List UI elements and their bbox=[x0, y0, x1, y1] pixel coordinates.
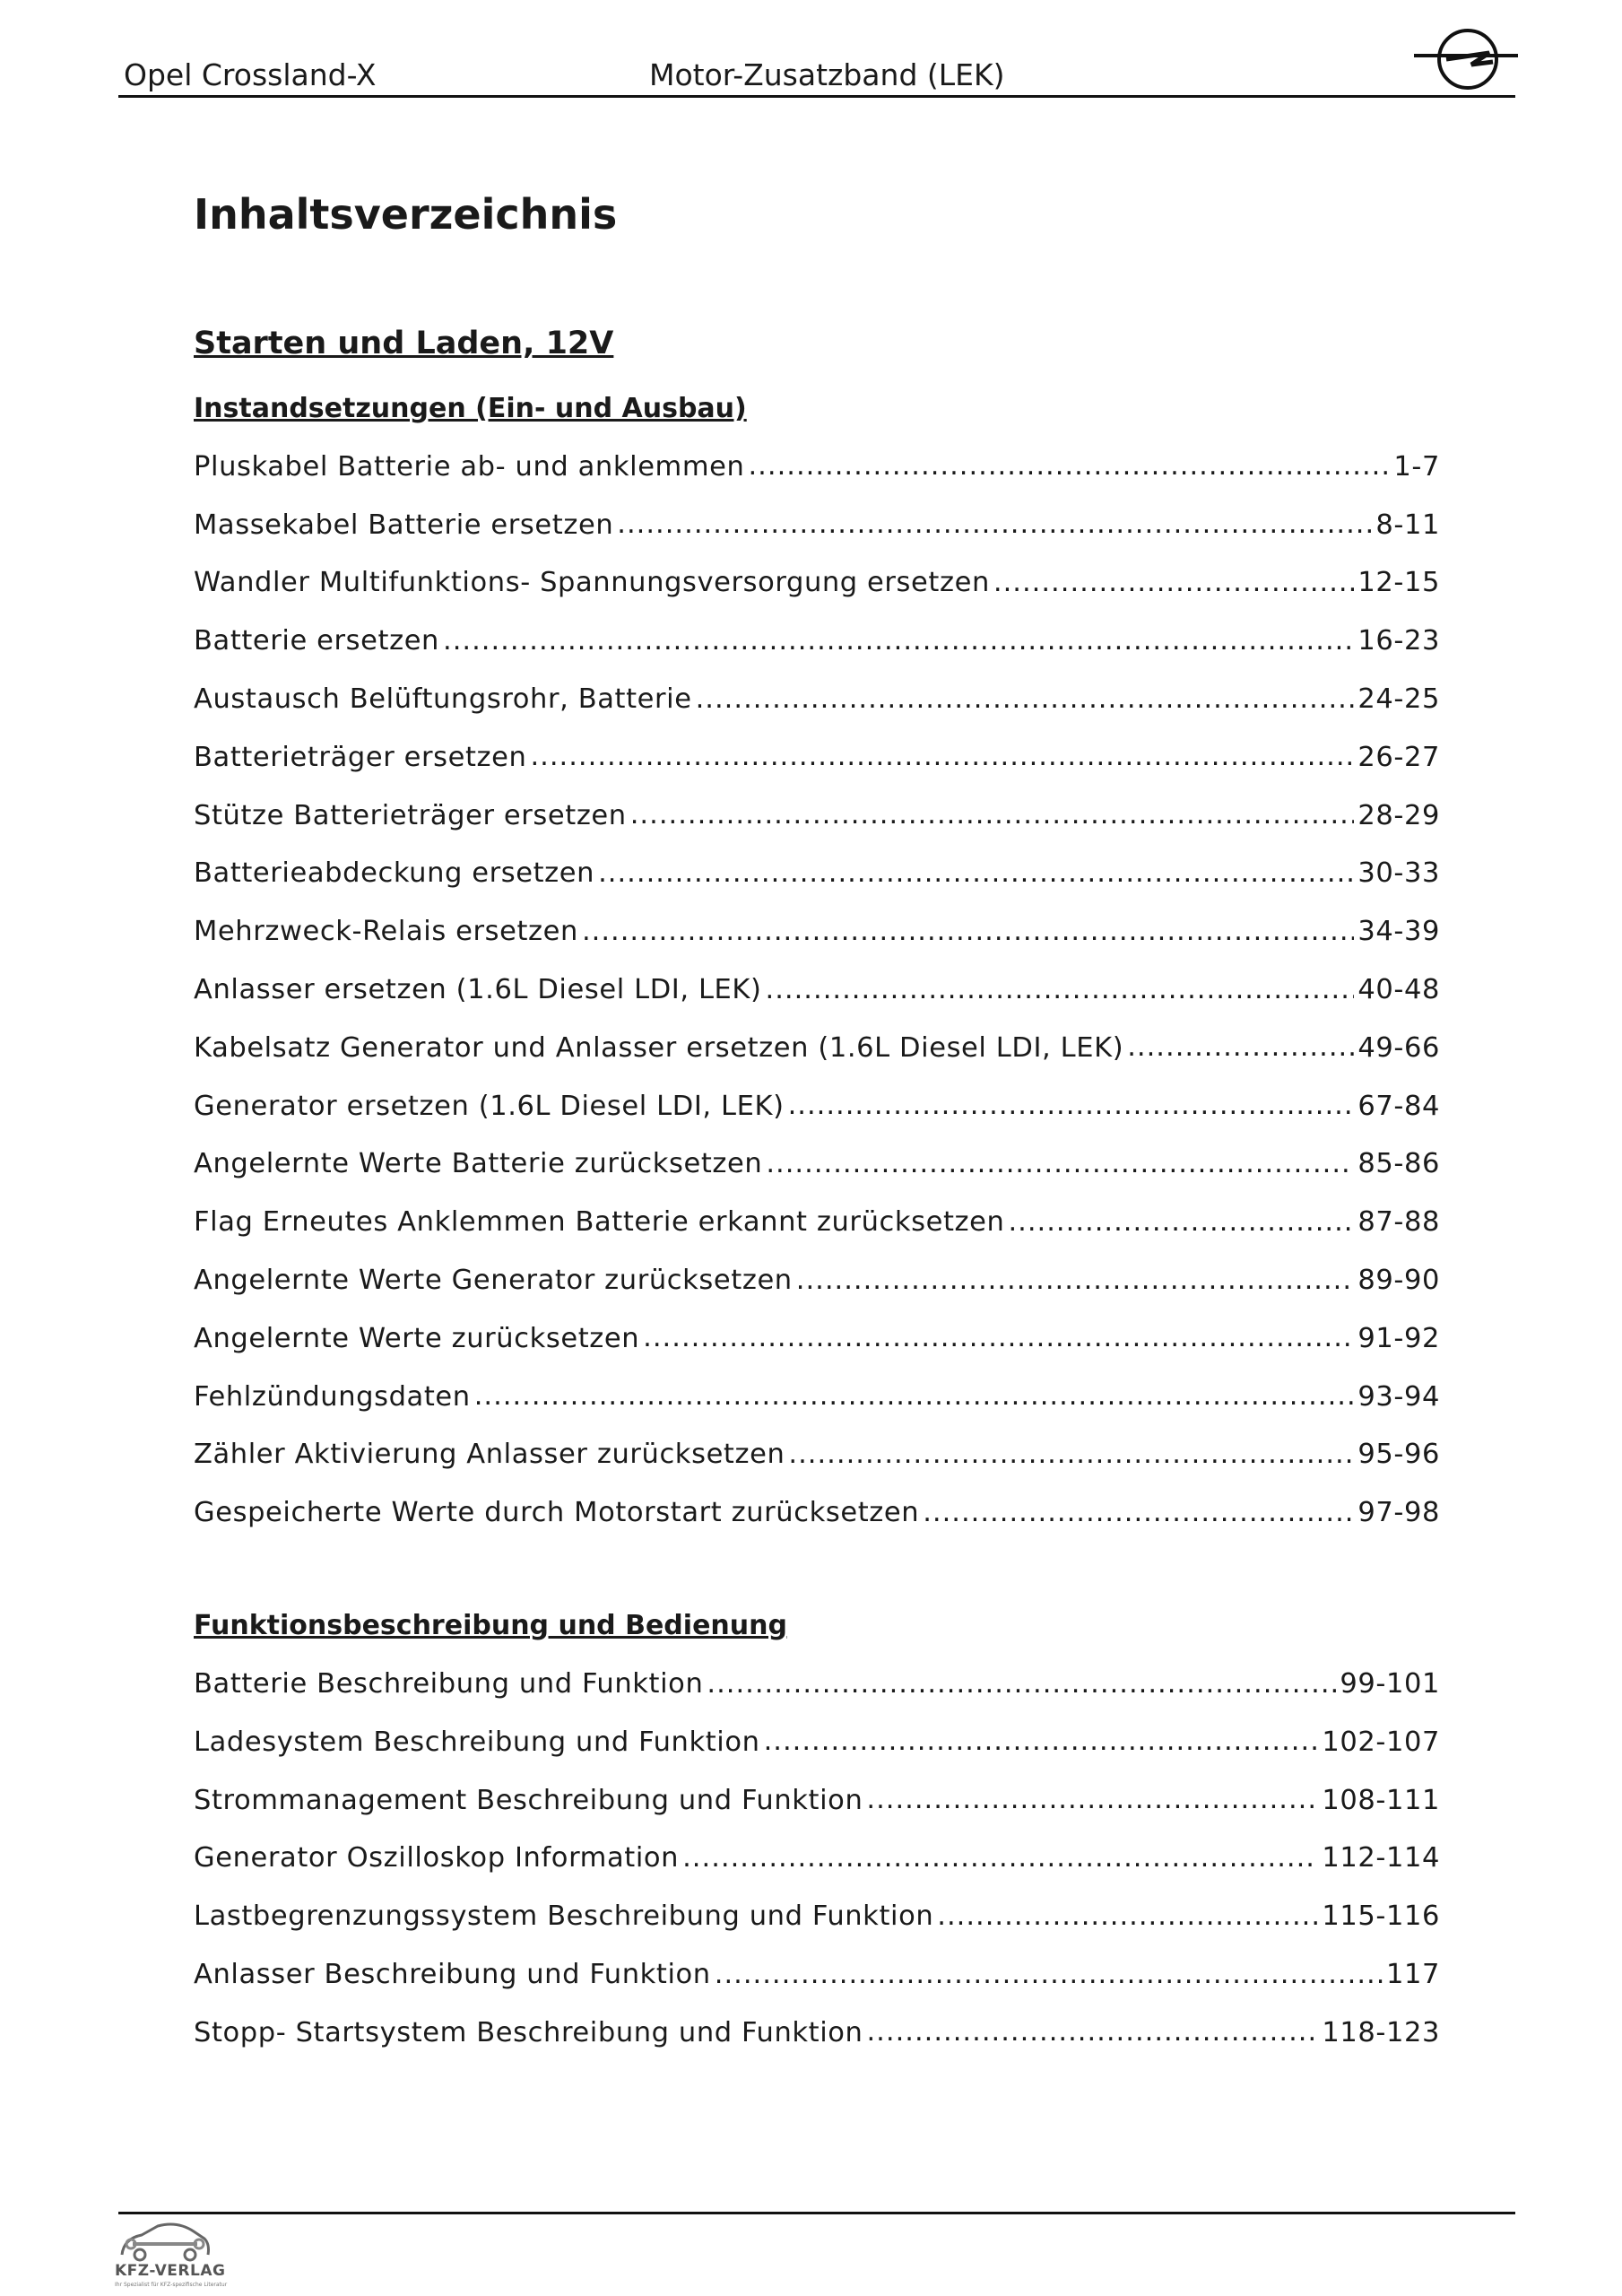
toc-entry-pages: 30-33 bbox=[1357, 857, 1440, 890]
toc-entry[interactable] bbox=[194, 1426, 1440, 1484]
toc-entry-pages: 40-48 bbox=[1357, 974, 1440, 1006]
dot-leader bbox=[1008, 1205, 1354, 1240]
dot-leader bbox=[788, 1437, 1354, 1473]
toc-entry[interactable] bbox=[194, 1193, 1440, 1251]
toc-entry-title: Kabelsatz Generator und Anlasser ersetzen (1.6L Diesel LDI, LEK) bbox=[194, 1031, 1124, 1064]
toc-entry-pages: 97-98 bbox=[1357, 1497, 1440, 1529]
dot-leader bbox=[1127, 1030, 1354, 1065]
toc-entry-pages: 95-96 bbox=[1357, 1439, 1440, 1471]
toc-entry-title: Lastbegrenzungssystem Beschreibung und Funktion bbox=[194, 1900, 934, 1933]
toc-entry[interactable] bbox=[194, 902, 1440, 961]
dot-leader bbox=[582, 914, 1354, 950]
toc-entry[interactable] bbox=[194, 1771, 1440, 1830]
toc-entry[interactable] bbox=[194, 1135, 1440, 1194]
toc-entry-title: Pluskabel Batterie ab- und anklemmen bbox=[194, 450, 745, 483]
toc-entry-title: Stopp- Startsystem Beschreibung und Funktion bbox=[194, 2016, 863, 2048]
toc-entry[interactable] bbox=[194, 554, 1440, 613]
publisher-logo bbox=[115, 2219, 231, 2291]
toc-entry[interactable] bbox=[194, 1368, 1440, 1426]
toc-entry[interactable] bbox=[194, 961, 1440, 1019]
toc-entry[interactable] bbox=[194, 496, 1440, 554]
footer-rule bbox=[118, 2212, 1515, 2214]
dot-leader bbox=[643, 1320, 1354, 1356]
toc-entry[interactable] bbox=[194, 1309, 1440, 1368]
toc-entry[interactable] bbox=[194, 2004, 1440, 2062]
toc-entry-pages: 34-39 bbox=[1357, 916, 1440, 948]
dot-leader bbox=[682, 1840, 1318, 1876]
toc-entry-title: Batterieträger ersetzen bbox=[194, 741, 527, 773]
dot-leader bbox=[474, 1378, 1355, 1414]
subsection-heading: Funktionsbeschreibung und Bedienung bbox=[194, 1610, 787, 1642]
toc-entry-title: Wandler Multifunktions- Spannungsversorgung ersetzen bbox=[194, 567, 990, 599]
toc-entry[interactable] bbox=[194, 1887, 1440, 1945]
dot-leader bbox=[923, 1495, 1354, 1531]
dot-leader bbox=[764, 1724, 1319, 1760]
group-spacer bbox=[194, 1542, 1440, 1597]
toc-entry-pages: 117 bbox=[1385, 1959, 1440, 1991]
toc-entry-pages: 28-29 bbox=[1357, 799, 1440, 831]
dot-leader bbox=[715, 1957, 1383, 1993]
toc-entry-pages: 99-101 bbox=[1340, 1668, 1440, 1700]
toc-entry-pages: 89-90 bbox=[1357, 1265, 1440, 1297]
dot-leader bbox=[993, 565, 1354, 601]
header-volume-title: Motor-Zusatzband (LEK) bbox=[649, 57, 1005, 92]
dot-leader bbox=[443, 623, 1354, 659]
toc-entry[interactable] bbox=[194, 438, 1440, 496]
toc-entry[interactable] bbox=[194, 1483, 1440, 1542]
toc-entry[interactable] bbox=[194, 845, 1440, 903]
dot-leader bbox=[796, 1263, 1355, 1299]
toc-entry-pages: 93-94 bbox=[1357, 1380, 1440, 1413]
toc-entry-title: Batterie Beschreibung und Funktion bbox=[194, 1668, 704, 1700]
table-of-contents bbox=[194, 319, 1440, 2062]
toc-entry-title: Angelernte Werte Batterie zurücksetzen bbox=[194, 1148, 763, 1180]
toc-entry-pages: 118-123 bbox=[1322, 2016, 1440, 2048]
dot-leader bbox=[766, 1146, 1354, 1182]
publisher-tagline: Ihr Spezialist für KFZ-spezifische Literatur bbox=[115, 2282, 228, 2288]
toc-entry-pages: 24-25 bbox=[1357, 683, 1440, 716]
car-wrench-logo-icon bbox=[115, 2219, 213, 2264]
toc-entry-pages: 91-92 bbox=[1357, 1322, 1440, 1354]
dot-leader bbox=[748, 448, 1390, 484]
publisher-name: KFZ-VERLAG bbox=[115, 2262, 226, 2280]
toc-entry-title: Anlasser ersetzen (1.6L Diesel LDI, LEK) bbox=[194, 974, 762, 1006]
dot-leader bbox=[696, 682, 1355, 718]
toc-entry[interactable] bbox=[194, 728, 1440, 787]
toc-entry-pages: 115-116 bbox=[1322, 1900, 1440, 1933]
toc-entry-title: Mehrzweck-Relais ersetzen bbox=[194, 916, 578, 948]
toc-entry[interactable] bbox=[194, 787, 1440, 845]
dot-leader bbox=[598, 856, 1354, 891]
toc-entry-title: Generator Oszilloskop Information bbox=[194, 1842, 680, 1874]
toc-entry-title: Strommanagement Beschreibung und Funktion bbox=[194, 1784, 863, 1816]
toc-entry[interactable] bbox=[194, 612, 1440, 670]
toc-entry[interactable] bbox=[194, 1655, 1440, 1713]
toc-entry-title: Angelernte Werte Generator zurücksetzen bbox=[194, 1265, 793, 1297]
toc-entry-title: Flag Erneutes Anklemmen Batterie erkannt zurücksetzen bbox=[194, 1206, 1005, 1239]
toc-entry-pages: 85-86 bbox=[1357, 1148, 1440, 1180]
toc-entry-pages: 102-107 bbox=[1322, 1726, 1440, 1758]
toc-entry[interactable] bbox=[194, 1713, 1440, 1771]
dot-leader bbox=[530, 739, 1354, 775]
toc-entry-title: Austausch Belüftungsrohr, Batterie bbox=[194, 683, 692, 716]
section-heading: Starten und Laden, 12V bbox=[194, 326, 614, 361]
toc-entry-pages: 112-114 bbox=[1322, 1842, 1440, 1874]
toc-entry-pages: 67-84 bbox=[1357, 1090, 1440, 1122]
header-model: Opel Crossland-X bbox=[124, 57, 377, 92]
toc-entry-title: Gespeicherte Werte durch Motorstart zurücksetzen bbox=[194, 1497, 920, 1529]
toc-entry-title: Anlasser Beschreibung und Funktion bbox=[194, 1959, 711, 1991]
dot-leader bbox=[866, 2014, 1318, 2050]
toc-entry-pages: 12-15 bbox=[1357, 567, 1440, 599]
dot-leader bbox=[788, 1088, 1355, 1124]
toc-entry-title: Generator ersetzen (1.6L Diesel LDI, LEK) bbox=[194, 1090, 785, 1122]
dot-leader bbox=[866, 1782, 1318, 1818]
toc-entry-pages: 49-66 bbox=[1357, 1031, 1440, 1064]
toc-entry-title: Fehlzündungsdaten bbox=[194, 1380, 471, 1413]
toc-entry-pages: 87-88 bbox=[1357, 1206, 1440, 1239]
dot-leader bbox=[937, 1899, 1318, 1935]
dot-leader bbox=[766, 972, 1355, 1008]
toc-entry[interactable] bbox=[194, 670, 1440, 728]
toc-entry-title: Batterie ersetzen bbox=[194, 625, 439, 657]
toc-entry[interactable] bbox=[194, 1830, 1440, 1888]
toc-entry-pages: 1-7 bbox=[1393, 450, 1440, 483]
toc-entry[interactable] bbox=[194, 1945, 1440, 2004]
toc-entry-title: Ladesystem Beschreibung und Funktion bbox=[194, 1726, 760, 1758]
toc-entry-title: Massekabel Batterie ersetzen bbox=[194, 509, 614, 541]
dot-leader bbox=[617, 507, 1372, 543]
dot-leader bbox=[707, 1666, 1336, 1702]
opel-logo-icon bbox=[1412, 20, 1520, 100]
toc-entry-pages: 108-111 bbox=[1322, 1784, 1440, 1816]
toc-entry[interactable] bbox=[194, 1019, 1440, 1077]
toc-entry-title: Angelernte Werte zurücksetzen bbox=[194, 1322, 640, 1354]
toc-entry-title: Stütze Batterieträger ersetzen bbox=[194, 799, 627, 831]
toc-entry-title: Batterieabdeckung ersetzen bbox=[194, 857, 595, 890]
toc-entry-pages: 26-27 bbox=[1357, 741, 1440, 773]
page-header bbox=[118, 54, 1515, 98]
toc-entry-title: Zähler Aktivierung Anlasser zurücksetzen bbox=[194, 1439, 785, 1471]
toc-groups bbox=[194, 380, 1440, 2062]
toc-entry-pages: 16-23 bbox=[1357, 625, 1440, 657]
dot-leader bbox=[630, 797, 1355, 833]
page-title: Inhaltsverzeichnis bbox=[194, 190, 618, 239]
toc-entry-pages: 8-11 bbox=[1375, 509, 1440, 541]
toc-entry[interactable] bbox=[194, 1077, 1440, 1135]
subsection-heading: Instandsetzungen (Ein- und Ausbau) bbox=[194, 393, 747, 424]
toc-entry[interactable] bbox=[194, 1251, 1440, 1309]
